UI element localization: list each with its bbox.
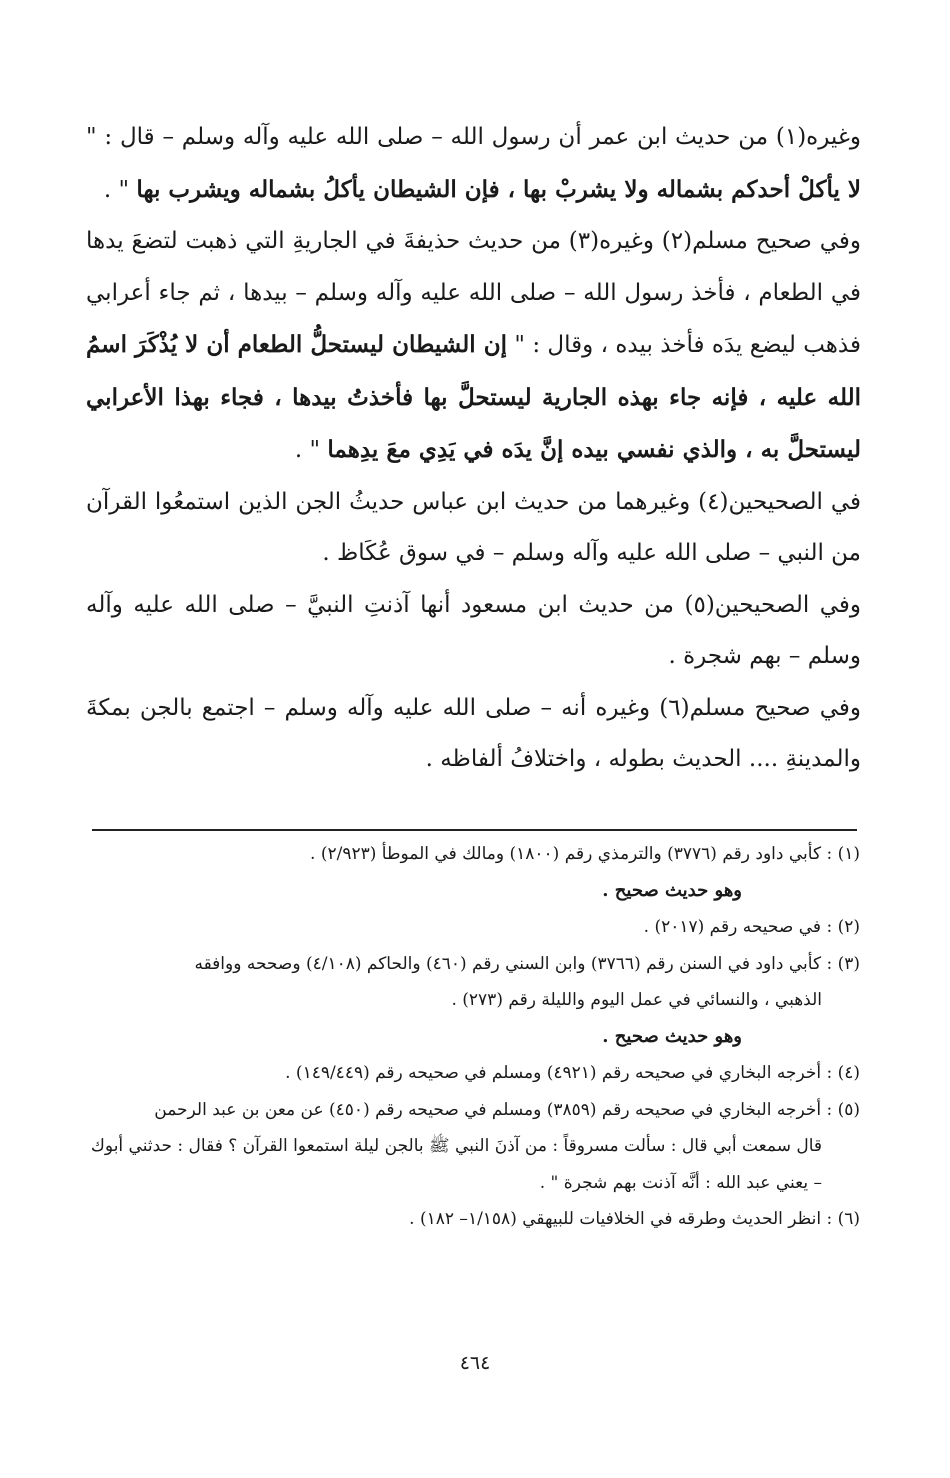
footnotes bbox=[90, 836, 860, 1238]
paragraph-2 bbox=[86, 216, 861, 477]
footnote-separator bbox=[92, 829, 857, 831]
footnote-1: (١) : كأبي داود رقم (٣٧٧٦) والترمذي رقم (١٨٠٠) ومالك في الموطأ (٢/٩٢٣) . bbox=[310, 844, 860, 864]
paragraph-text: وغيره(١) من حديث ابن عمر أن رسول الله – صلى الله عليه وآله وسلم – قال : " bbox=[86, 124, 861, 150]
footnote-2: (٢) : في صحيحه رقم (٢٠١٧) . bbox=[643, 917, 860, 937]
footnote-3: (٣) : كأبي داود في السنن رقم (٣٧٦٦) وابن السني رقم (٤٦٠) والحاكم (٤/١٠٨) وصححه ووافقه bbox=[194, 953, 860, 974]
page-number: ٤٦٤ bbox=[459, 1352, 491, 1374]
footnote-3-continuation: الذهبي ، والنسائي في عمل اليوم والليلة رقم (٢٧٣) . bbox=[451, 990, 822, 1010]
paragraph-text: وفي صحيح مسلم(٦) وغيره أنه – صلى الله عليه وآله وسلم – اجتمع بالجن بمكةَ والمدينةِ .... الحديث بطوله ، واختلافُ ألفاظه . bbox=[86, 694, 861, 772]
footnote-5-continuation: قال سمعت أبي قال : سألت مسروقاً : من آذنَ النبي ﷺ بالجن ليلة استمعوا القرآن ؟ فقال : حدثني أبوك bbox=[90, 1136, 822, 1156]
paragraph-4 bbox=[86, 580, 861, 683]
footnote-5-continuation-2: – يعني عبد الله : أنَّه آذنت بهم شجرة " . bbox=[539, 1172, 822, 1193]
paragraph-text: وفي الصحيحين(٥) من حديث ابن مسعود أنها آذنتِ النبيَّ – صلى الله عليه وآله وسلم – بهم شجرة . bbox=[86, 591, 861, 669]
paragraph-1 bbox=[86, 112, 861, 216]
footnote-4: (٤) : أخرجه البخاري في صحيحه رقم (٤٩٢١) ومسلم في صحيحه رقم (١٤٩/٤٤٩) . bbox=[285, 1063, 860, 1083]
footnote-5: (٥) : أخرجه البخاري في صحيحه رقم (٣٨٥٩) ومسلم في صحيحه رقم (٤٥٠) عن معن بن عبد الرحمن bbox=[154, 1099, 860, 1120]
footnote-6: (٦) : انظر الحديث وطرقه في الخلافيات للبيهقي (١/١٥٨– ١٨٢) . bbox=[409, 1209, 860, 1229]
footnote-1-verdict: وهو حديث صحيح . bbox=[602, 879, 742, 901]
paragraph-3 bbox=[86, 477, 861, 580]
paragraph-text: في الصحيحين(٤) وغيرهما من حديث ابن عباس حديثُ الجن الذين استمعُوا القرآن من النبي – صلى الله عليه وآله وسلم – في سوق عُكَاظ . bbox=[86, 488, 861, 566]
hadith-quote: لا يأكلْ أحدكم بشماله ولا يشربْ بها ، فإن الشيطان يأكلُ بشماله ويشرب بها bbox=[136, 175, 861, 203]
main-text bbox=[86, 112, 861, 786]
paragraph-tail: " . bbox=[103, 176, 137, 203]
paragraph-text: وفي صحيح مسلم(٢) وغيره(٣) من حديث حذيفةَ في الجاريةِ التي ذهبت لتضعَ يدها في الطعام ، فأخذ رسول الله – صلى الله عليه وآله وسلم – بيدها ، ثم جاء أعرابي فذهب ليضع يدَه فأخذ بيده ، وقال : " bbox=[86, 228, 862, 358]
footnote-3-verdict: وهو حديث صحيح . bbox=[602, 1025, 742, 1047]
paragraph-tail: " . bbox=[294, 437, 328, 463]
hadith-quote: إن الشيطان ليستحلُّ الطعام أن لا يُذْكَرَ اسمُ الله عليه ، فإنه جاء بهذه الجارية ليستحلَّ بها فأخذتُ بيدها ، فجاء بهذا الأعرابي ليستحلَّ به ، والذي نفسي بيده إنَّ يدَه في يَدِي معَ يدِهما bbox=[86, 331, 861, 463]
paragraph-5 bbox=[86, 683, 861, 786]
